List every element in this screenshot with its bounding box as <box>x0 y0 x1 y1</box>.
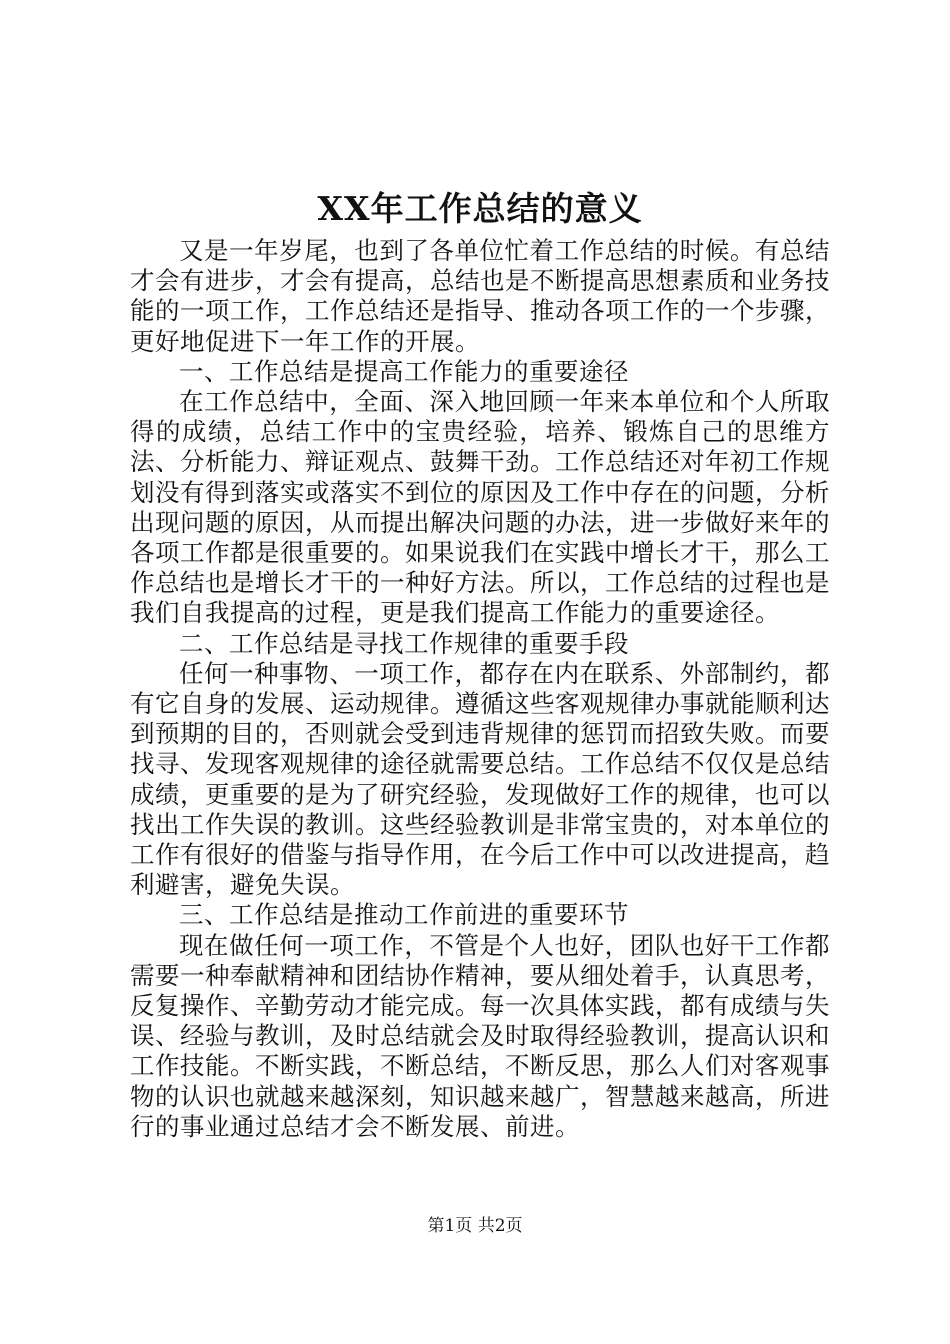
section-paragraph-2: 任何一种事物、一项工作，都存在内在联系、外部制约，都有它自身的发展、运动规律。遵循这些客观规律办事就能顺利达到预期的目的，否则就会受到违背规律的惩罚而招致失败。而要找寻、发现客观规律的途径就需要总结。工作总结不仅仅是总结成绩，更重要的是为了研究经验，发现做好工作的规律，也可以找出工作失误的教训。这些经验教训是非常宝贵的，对本单位的工作有很好的借鉴与指导作用，在今后工作中可以改进提高，趋利避害，避免失误。 <box>130 658 830 900</box>
section-heading-3: 三、工作总结是推动工作前进的重要环节 <box>179 900 629 930</box>
section-heading-2: 二、工作总结是寻找工作规律的重要手段 <box>179 628 629 658</box>
section-paragraph-3: 现在做任何一项工作，不管是个人也好，团队也好干工作都需要一种奉献精神和团结协作精神，要从细处着手，认真思考，反复操作、辛勤劳动才能完成。每一次具体实践，都有成绩与失误、经验与教训，及时总结就会及时取得经验教训，提高认识和工作技能。不断实践，不断总结，不断反思，那么人们对客观事物的认识也就越来越深刻，知识越来越广，智慧越来越高，所进行的事业通过总结才会不断发展、前进。 <box>130 930 830 1141</box>
intro-paragraph: 又是一年岁尾，也到了各单位忙着工作总结的时候。有总结才会有进步，才会有提高，总结也是不断提高思想素质和业务技能的一项工作，工作总结还是指导、推动各项工作的一个步骤，更好地促进下一年工作的开展。 <box>130 236 830 356</box>
document-page <box>130 186 830 1142</box>
document-title: XX年工作总结的意义 <box>317 189 643 228</box>
section-heading-1: 一、工作总结是提高工作能力的重要途径 <box>179 356 629 386</box>
section-paragraph-1: 在工作总结中，全面、深入地回顾一年来本单位和个人所取得的成绩，总结工作中的宝贵经验，培养、锻炼自己的思维方法、分析能力、辩证观点、鼓舞干劲。工作总结还对年初工作规划没有得到落实或落实不到位的原因及工作中存在的问题，分析出现问题的原因，从而提出解决问题的办法，进一步做好来年的各项工作都是很重要的。如果说我们在实践中增长才干，那么工作总结也是增长才干的一种好方法。所以，工作总结的过程也是我们自我提高的过程，更是我们提高工作能力的重要途径。 <box>130 387 830 628</box>
page-number-footer: 第1页 共2页 <box>427 1216 523 1236</box>
